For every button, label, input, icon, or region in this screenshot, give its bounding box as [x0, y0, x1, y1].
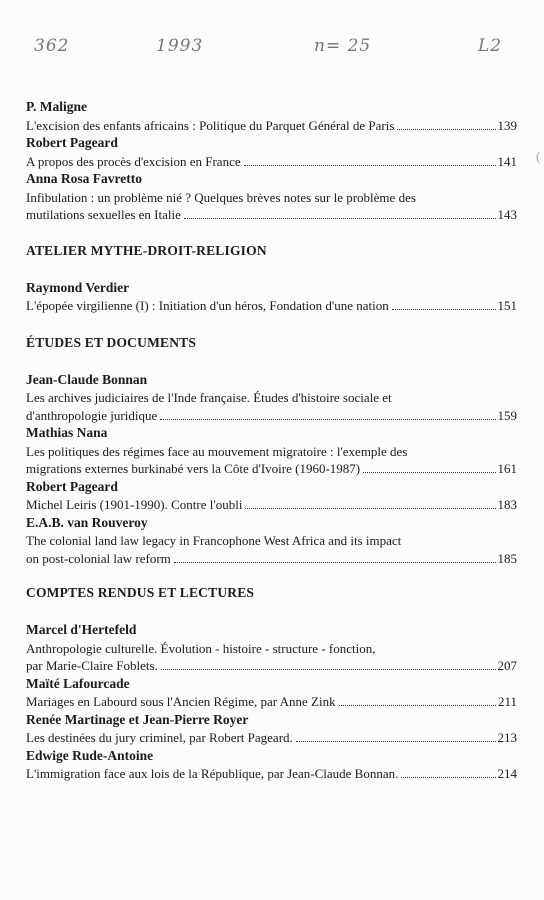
- toc-block-2: [26, 279, 517, 315]
- dot-leader: [161, 669, 496, 670]
- entry-title: par Marie-Claire Foblets.: [26, 658, 158, 673]
- entry-title: L'immigration face aux lois de la République, par Jean-Claude Bonnan.: [26, 766, 399, 781]
- entry-author: Anna Rosa Favretto: [26, 171, 142, 186]
- entry-title: d'anthropologie juridique: [26, 407, 158, 423]
- page-number: 211: [497, 694, 517, 709]
- entry-title-last-line: [26, 206, 517, 224]
- dot-leader: [363, 472, 495, 473]
- dot-leader: [339, 705, 496, 706]
- entry-author: E.A.B. van Rouveroy: [26, 514, 148, 530]
- dot-leader: [184, 218, 496, 219]
- page-number: 139: [497, 117, 517, 133]
- entry-title: on post-colonial law reform: [26, 550, 171, 566]
- handwritten-note-2: 1993: [156, 36, 204, 56]
- dot-leader: [296, 741, 496, 742]
- table-of-contents: [26, 98, 517, 783]
- entry-author: Marcel d'Hertefeld: [26, 622, 137, 637]
- section-heading-atelier: ATELIER MYTHE-DROIT-RELIGION: [26, 242, 267, 258]
- dot-leader: [245, 508, 495, 509]
- page-number: 143: [497, 207, 517, 222]
- entry-title-last-line: [26, 657, 517, 675]
- entry-author: Raymond Verdier: [26, 279, 130, 295]
- entry-title: Mariages en Labourd sous l'Ancien Régime, par Anne Zink: [26, 694, 336, 709]
- toc-entry: [26, 514, 517, 568]
- entry-title: L'excision des enfants africains : Politique du Parquet Général de Paris: [26, 117, 395, 133]
- entry-title-last-line: [26, 550, 517, 568]
- toc-entry: [26, 170, 517, 224]
- toc-entry: [26, 424, 517, 478]
- toc-block-1: [26, 98, 517, 224]
- handwritten-note-1: 362: [34, 36, 70, 56]
- dot-leader: [174, 562, 496, 563]
- entry-author: Mathias Nana: [26, 425, 108, 440]
- entry-title-last-line: [26, 693, 517, 711]
- entry-title-line: The colonial land law legacy in Francophone West Africa and its impact: [26, 533, 402, 548]
- entry-title-line: Infibulation : un problème nié ? Quelques brèves notes sur le problème des: [26, 189, 416, 205]
- entry-title-last-line: [26, 297, 517, 315]
- page-number: 214: [497, 766, 517, 781]
- page-number: 161: [497, 461, 517, 476]
- toc-entry: [26, 134, 517, 170]
- dot-leader: [401, 777, 495, 778]
- toc-entry: [26, 371, 517, 425]
- entry-title: Les destinées du jury criminel, par Robert Pageard.: [26, 730, 293, 745]
- entry-title-last-line: [26, 117, 517, 135]
- entry-title-last-line: [26, 496, 517, 514]
- entry-title-line: Anthropologie culturelle. Évolution - histoire - structure - fonction,: [26, 640, 376, 656]
- entry-title-last-line: [26, 460, 517, 478]
- entry-title: L'épopée virgilienne (I) : Initiation d'un héros, Fondation d'une nation: [26, 298, 389, 313]
- toc-entry: [26, 98, 517, 134]
- dot-leader: [392, 309, 496, 310]
- toc-block-4: [26, 621, 517, 783]
- entry-title: A propos des procès d'excision en France: [26, 153, 241, 169]
- toc-entry: [26, 279, 517, 315]
- page-number: 185: [497, 550, 517, 566]
- entry-title-last-line: [26, 407, 517, 425]
- handwritten-note-3: n= 25: [314, 36, 372, 56]
- entry-title: migrations externes burkinabé vers la Côte d'Ivoire (1960-1987): [26, 461, 361, 476]
- entry-author: P. Maligne: [26, 99, 88, 114]
- entry-title: Michel Leiris (1901-1990). Contre l'oubli: [26, 497, 243, 512]
- entry-author: Robert Pageard: [26, 135, 118, 150]
- page-number: 183: [497, 497, 517, 512]
- entry-title: mutilations sexuelles en Italie: [26, 207, 181, 222]
- entry-author: Robert Pageard: [26, 478, 118, 494]
- section-heading-etudes: ÉTUDES ET DOCUMENTS: [26, 334, 197, 350]
- entry-title-line: Les politiques des régimes face au mouvement migratoire : l'exemple des: [26, 443, 408, 459]
- margin-mark: (: [536, 150, 541, 165]
- entry-title-line: Les archives judiciaires de l'Inde française. Études d'histoire sociale et: [26, 390, 392, 405]
- entry-title-last-line: [26, 153, 517, 171]
- entry-title-last-line: [26, 765, 517, 783]
- section-heading-comptes-rendus: COMPTES RENDUS ET LECTURES: [26, 585, 255, 600]
- toc-block-3: [26, 371, 517, 568]
- dot-leader: [160, 419, 495, 420]
- page-number: 213: [497, 730, 517, 745]
- entry-author: Edwige Rude-Antoine: [26, 747, 154, 763]
- toc-entry: [26, 675, 517, 711]
- entry-title-last-line: [26, 729, 517, 747]
- dot-leader: [397, 129, 495, 130]
- dot-leader: [244, 165, 496, 166]
- toc-entry: [26, 478, 517, 514]
- page-number: 207: [497, 658, 517, 673]
- toc-entry: [26, 747, 517, 783]
- handwritten-note-4: L2: [478, 36, 503, 56]
- toc-entry: [26, 711, 517, 747]
- page-number: 141: [497, 153, 517, 169]
- entry-author: Renée Martinage et Jean-Pierre Royer: [26, 711, 249, 727]
- toc-entry: [26, 621, 517, 675]
- page-number: 151: [497, 298, 517, 313]
- entry-author: Maïté Lafourcade: [26, 675, 130, 691]
- entry-author: Jean-Claude Bonnan: [26, 371, 148, 387]
- page-number: 159: [497, 407, 517, 423]
